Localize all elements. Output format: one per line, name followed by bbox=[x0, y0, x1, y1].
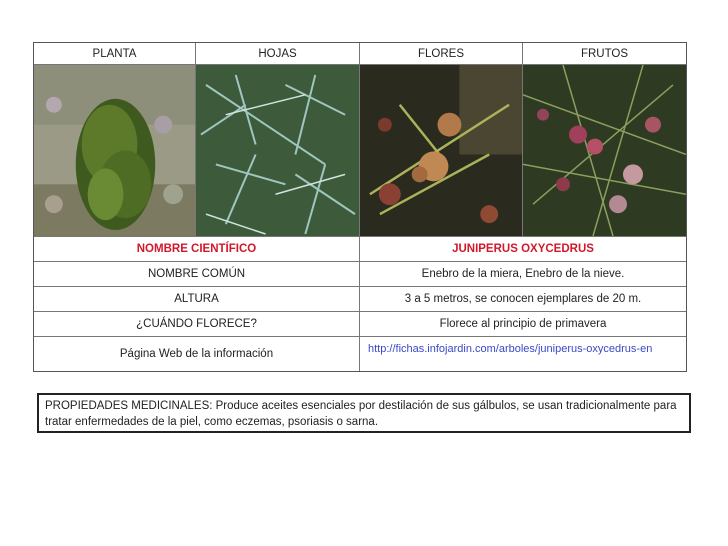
row-web-label bbox=[34, 337, 360, 371]
bloom-label: ¿CUÁNDO FLORECE? bbox=[136, 318, 257, 330]
juniper-shrub-image bbox=[34, 65, 195, 236]
header-flores-label: FLORES bbox=[417, 47, 464, 60]
common-name-value: Enebro de la miera, Enebro de la nieve. bbox=[421, 268, 625, 280]
needle-leaves-image bbox=[196, 65, 359, 236]
row-bloom-label bbox=[34, 312, 360, 337]
row-bloom-value bbox=[360, 312, 686, 337]
header-hojas-label: HOJAS bbox=[258, 47, 297, 60]
planta-photo bbox=[34, 65, 196, 237]
bloom-value: Florece al principio de primavera bbox=[439, 318, 607, 330]
row-scientific-name-label bbox=[34, 237, 360, 262]
header-flores bbox=[360, 43, 523, 65]
berry-fruits-image bbox=[523, 65, 686, 236]
scientific-name-value: JUNIPERUS OXYCEDRUS bbox=[452, 243, 594, 255]
row-common-name-label bbox=[34, 262, 360, 287]
source-link[interactable]: http://fichas.infojardin.com/arboles/juniperus-oxycedrus-en bbox=[368, 343, 653, 355]
hojas-photo bbox=[196, 65, 360, 237]
header-planta-label: PLANTA bbox=[92, 47, 137, 60]
flores-photo bbox=[360, 65, 523, 237]
scientific-name-label: NOMBRE CIENTÍFICO bbox=[136, 243, 257, 255]
medicinal-properties-box bbox=[37, 393, 691, 433]
flower-cones-image bbox=[360, 65, 522, 236]
common-name-label: NOMBRE COMÚN bbox=[147, 268, 246, 280]
row-height-label bbox=[34, 287, 360, 312]
web-label: Página Web de la información bbox=[119, 348, 274, 360]
row-web-value[interactable] bbox=[360, 337, 686, 371]
row-common-name-value bbox=[360, 262, 686, 287]
height-label: ALTURA bbox=[174, 293, 219, 305]
header-hojas bbox=[196, 43, 360, 65]
height-value: 3 a 5 metros, se conocen ejemplares de 20 m. bbox=[404, 293, 642, 305]
plant-info-table bbox=[33, 42, 687, 372]
frutos-photo bbox=[523, 65, 686, 237]
row-scientific-name-value bbox=[360, 237, 686, 262]
medicinal-properties-text: PROPIEDADES MEDICINALES: Produce aceites esenciales por destilación de sus gálbulos, se usan tradicionalmente para tratar enfermedades de la piel, como eczemas, psoriasis o sarna. bbox=[45, 400, 677, 428]
row-height-value bbox=[360, 287, 686, 312]
header-frutos-label: FRUTOS bbox=[580, 47, 629, 60]
header-frutos bbox=[523, 43, 686, 65]
header-planta bbox=[34, 43, 196, 65]
